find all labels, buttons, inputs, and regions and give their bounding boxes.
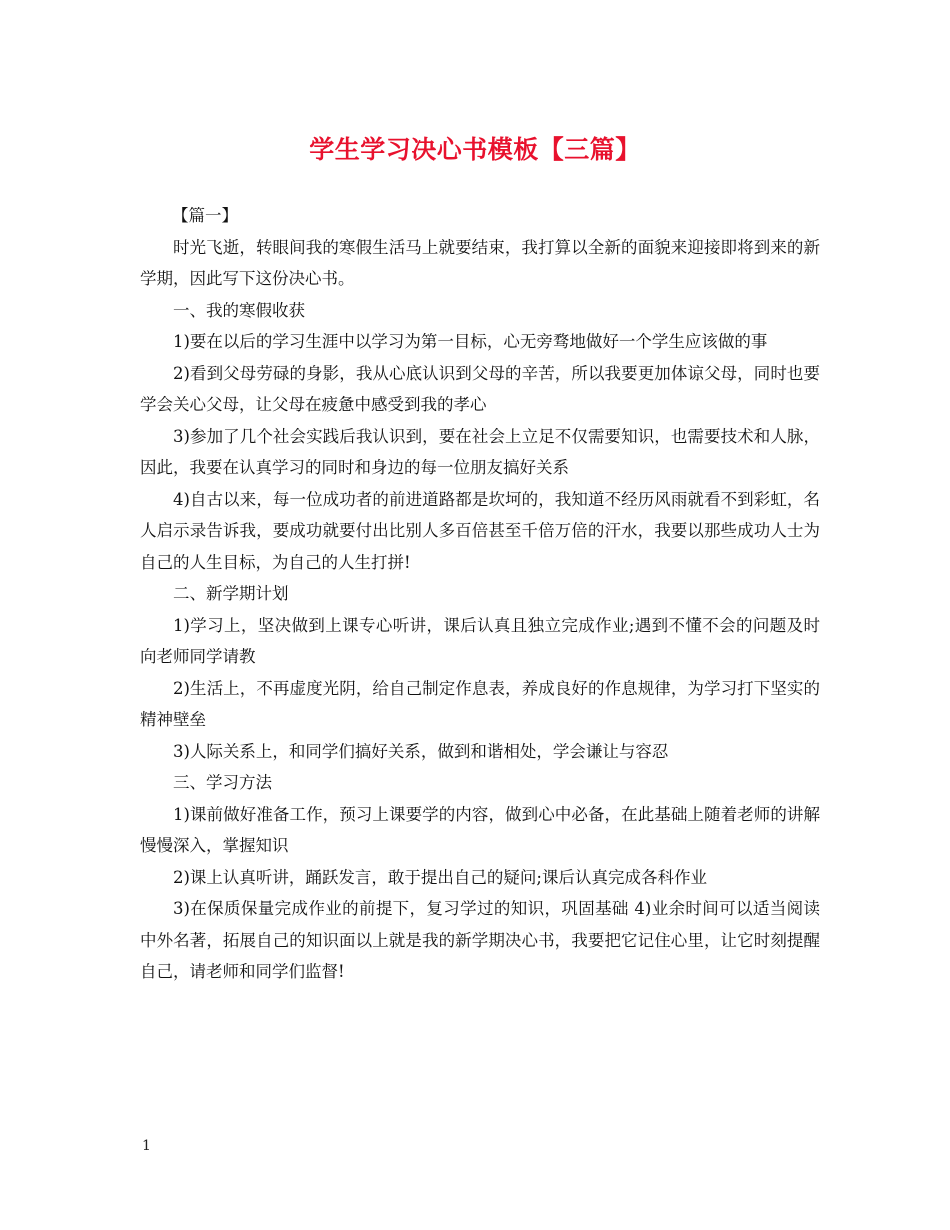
document-body xyxy=(140,200,820,988)
document-title: 学生学习决心书模板【三篇】 xyxy=(309,135,641,164)
heading-study-methods: 三、学习方法 xyxy=(173,773,272,792)
paragraph-gain-4: 4)自古以来，每一位成功者的前进道路都是坎坷的，我知道不经历风雨就看不到彩虹，名人启示录告诉我，要成功就要付出比别人多百倍甚至千倍万倍的汗水，我要以那些成功人士为自己的人生目标，为自己的人生打拼! xyxy=(140,489,820,572)
paragraph-method-1: 1)课前做好准备工作，预习上课要学的内容，做到心中必备，在此基础上随着老师的讲解慢慢深入，掌握知识 xyxy=(140,804,820,855)
paragraph-method-3: 3)在保质保量完成作业的前提下，复习学过的知识，巩固基础 4)业余时间可以适当阅读中外名著，拓展自己的知识面以上就是我的新学期决心书，我要把它记住心里，让它时刻提醒自己，请老师和同学们监督! xyxy=(140,899,820,981)
heading-winter-gains: 一、我的寒假收获 xyxy=(173,300,305,320)
section-label: 【篇一】 xyxy=(172,206,238,225)
paragraph-intro: 时光飞逝，转眼间我的寒假生活马上就要结束，我打算以全新的面貌来迎接即将到来的新学期，因此写下这份决心书。 xyxy=(140,237,820,288)
page-number: 1 xyxy=(142,1138,151,1154)
paragraph-plan-1: 1)学习上，坚决做到上课专心听讲，课后认真且独立完成作业;遇到不懂不会的问题及时向老师同学请教 xyxy=(140,615,820,666)
paragraph-gain-2: 2)看到父母劳碌的身影，我从心底认识到父母的辛苦，所以我要更加体谅父母，同时也要学会关心父母，让父母在疲惫中感受到我的孝心 xyxy=(140,363,820,414)
paragraph-plan-2: 2)生活上，不再虚度光阴，给自己制定作息表，养成良好的作息规律，为学习打下坚实的精神壁垒 xyxy=(140,678,820,729)
paragraph-plan-3: 3)人际关系上，和同学们搞好关系，做到和谐相处，学会谦让与容忍 xyxy=(173,741,669,761)
paragraph-gain-1: 1)要在以后的学习生涯中以学习为第一目标，心无旁骛地做好一个学生应该做的事 xyxy=(173,332,768,351)
heading-new-semester-plan: 二、新学期计划 xyxy=(173,584,289,603)
paragraph-gain-3: 3)参加了几个社会实践后我认识到，要在社会上立足不仅需要知识，也需要技术和人脉，因此，我要在认真学习的同时和身边的每一位朋友搞好关系 xyxy=(140,426,820,477)
paragraph-method-2: 2)课上认真听讲，踊跃发言，敢于提出自己的疑问;课后认真完成各科作业 xyxy=(173,867,707,887)
